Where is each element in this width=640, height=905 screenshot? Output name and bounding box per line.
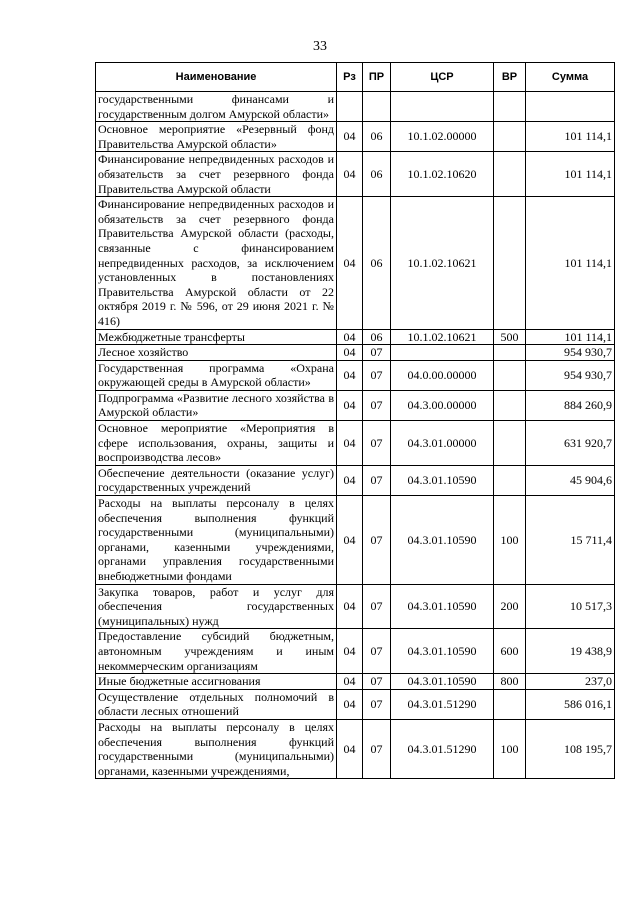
row-name: Финансирование непредвиденных расходов и обязательств за счет резервного фонда Правительства Амурской области — [96, 152, 337, 197]
row-rz: 04 — [337, 345, 363, 361]
header-vr: ВР — [494, 63, 526, 92]
row-sum — [526, 92, 615, 122]
row-vr — [494, 689, 526, 719]
row-pr — [363, 92, 391, 122]
row-csr: 10.1.02.10621 — [391, 197, 494, 329]
row-csr: 04.3.01.10590 — [391, 629, 494, 674]
row-pr: 07 — [363, 345, 391, 361]
row-vr — [494, 197, 526, 329]
row-name: Расходы на выплаты персоналу в целях обеспечения выполнения функций государственными (муниципальными) органами, казенными учреждениями, органами управления государственными внебюджетными фондами — [96, 496, 337, 585]
row-rz: 04 — [337, 329, 363, 345]
page-number: 33 — [313, 39, 327, 54]
row-pr: 07 — [363, 465, 391, 495]
row-vr: 100 — [494, 719, 526, 778]
row-csr: 04.3.01.51290 — [391, 689, 494, 719]
row-rz: 04 — [337, 152, 363, 197]
row-name: Расходы на выплаты персоналу в целях обеспечения выполнения функций государственными (муниципальными) органами, казенными учреждениями, — [96, 719, 337, 778]
row-pr: 06 — [363, 152, 391, 197]
row-vr — [494, 122, 526, 152]
row-name: Финансирование непредвиденных расходов и обязательств за счет резервного фонда Правительства Амурской области (расходы, связанные с финансированием непредвиденных расходов, за исключением установленных в постановлениях Правительства Амурской области от 22 октября 2019 г. № 596, от 29 июня 2021 г. № 416) — [96, 197, 337, 329]
row-sum: 884 260,9 — [526, 390, 615, 420]
row-csr: 04.3.01.10590 — [391, 465, 494, 495]
row-sum: 954 930,7 — [526, 345, 615, 361]
row-name: Подпрограмма «Развитие лесного хозяйства в Амурской области» — [96, 390, 337, 420]
row-rz: 04 — [337, 584, 363, 629]
row-sum: 15 711,4 — [526, 496, 615, 585]
row-rz: 04 — [337, 496, 363, 585]
row-pr: 07 — [363, 360, 391, 390]
row-rz: 04 — [337, 674, 363, 690]
row-name: Лесное хозяйство — [96, 345, 337, 361]
row-csr: 04.3.00.00000 — [391, 390, 494, 420]
row-name: Межбюджетные трансферты — [96, 329, 337, 345]
row-pr: 07 — [363, 421, 391, 466]
row-pr: 06 — [363, 122, 391, 152]
row-vr — [494, 421, 526, 466]
row-csr — [391, 92, 494, 122]
row-vr: 200 — [494, 584, 526, 629]
row-csr: 04.3.01.51290 — [391, 719, 494, 778]
table-row — [96, 345, 615, 361]
row-sum: 631 920,7 — [526, 421, 615, 466]
row-csr: 10.1.02.10621 — [391, 329, 494, 345]
table-row — [96, 122, 615, 152]
row-csr: 04.3.01.10590 — [391, 674, 494, 690]
row-vr: 100 — [494, 496, 526, 585]
row-vr: 500 — [494, 329, 526, 345]
row-vr — [494, 360, 526, 390]
row-rz: 04 — [337, 421, 363, 466]
row-csr: 04.0.00.00000 — [391, 360, 494, 390]
row-csr: 10.1.02.10620 — [391, 152, 494, 197]
row-sum: 101 114,1 — [526, 329, 615, 345]
header-sum: Сумма — [526, 63, 615, 92]
header-name: Наименование — [96, 63, 337, 92]
row-sum: 101 114,1 — [526, 122, 615, 152]
row-vr — [494, 390, 526, 420]
row-sum: 108 195,7 — [526, 719, 615, 778]
row-pr: 07 — [363, 674, 391, 690]
row-vr: 600 — [494, 629, 526, 674]
row-name: Основное мероприятие «Резервный фонд Правительства Амурской области» — [96, 122, 337, 152]
row-pr: 07 — [363, 496, 391, 585]
row-name: Иные бюджетные ассигнования — [96, 674, 337, 690]
table-header-row — [96, 63, 615, 92]
row-sum: 45 904,6 — [526, 465, 615, 495]
row-sum: 237,0 — [526, 674, 615, 690]
header-pr: ПР — [363, 63, 391, 92]
row-pr: 06 — [363, 197, 391, 329]
row-pr: 07 — [363, 629, 391, 674]
row-name: Обеспечение деятельности (оказание услуг) государственных учреждений — [96, 465, 337, 495]
table-row — [96, 465, 615, 495]
row-rz — [337, 92, 363, 122]
header-rz: Рз — [337, 63, 363, 92]
row-pr: 07 — [363, 719, 391, 778]
table-row — [96, 629, 615, 674]
table-row — [96, 360, 615, 390]
row-rz: 04 — [337, 719, 363, 778]
row-sum: 101 114,1 — [526, 197, 615, 329]
row-name: Закупка товаров, работ и услуг для обеспечения государственных (муниципальных) нужд — [96, 584, 337, 629]
row-sum: 101 114,1 — [526, 152, 615, 197]
row-rz: 04 — [337, 629, 363, 674]
table-row — [96, 584, 615, 629]
row-rz: 04 — [337, 197, 363, 329]
row-pr: 07 — [363, 390, 391, 420]
row-rz: 04 — [337, 122, 363, 152]
table-row — [96, 329, 615, 345]
row-name: Предоставление субсидий бюджетным, автономным учреждениям и иным некоммерческим организациям — [96, 629, 337, 674]
row-csr: 04.3.01.10590 — [391, 584, 494, 629]
row-name: государственными финансами и государственным долгом Амурской области» — [96, 92, 337, 122]
row-name: Осуществление отдельных полномочий в области лесных отношений — [96, 689, 337, 719]
row-rz: 04 — [337, 689, 363, 719]
row-vr: 800 — [494, 674, 526, 690]
row-vr — [494, 152, 526, 197]
row-name: Государственная программа «Охрана окружающей среды в Амурской области» — [96, 360, 337, 390]
row-sum: 19 438,9 — [526, 629, 615, 674]
table-row — [96, 496, 615, 585]
table-row — [96, 689, 615, 719]
row-sum: 586 016,1 — [526, 689, 615, 719]
row-name: Основное мероприятие «Мероприятия в сфере использования, охраны, защиты и воспроизводства лесов» — [96, 421, 337, 466]
row-vr — [494, 92, 526, 122]
table-row — [96, 421, 615, 466]
row-rz: 04 — [337, 390, 363, 420]
row-pr: 06 — [363, 329, 391, 345]
table-row — [96, 719, 615, 778]
table-row — [96, 92, 615, 122]
table-row — [96, 197, 615, 329]
header-csr: ЦСР — [391, 63, 494, 92]
table-row — [96, 152, 615, 197]
row-csr: 10.1.02.00000 — [391, 122, 494, 152]
row-rz: 04 — [337, 360, 363, 390]
row-csr: 04.3.01.10590 — [391, 496, 494, 585]
row-csr — [391, 345, 494, 361]
budget-table — [95, 62, 615, 779]
row-vr — [494, 345, 526, 361]
table-row — [96, 390, 615, 420]
row-pr: 07 — [363, 689, 391, 719]
row-sum: 10 517,3 — [526, 584, 615, 629]
row-csr: 04.3.01.00000 — [391, 421, 494, 466]
row-pr: 07 — [363, 584, 391, 629]
row-rz: 04 — [337, 465, 363, 495]
table-row — [96, 674, 615, 690]
row-vr — [494, 465, 526, 495]
row-sum: 954 930,7 — [526, 360, 615, 390]
